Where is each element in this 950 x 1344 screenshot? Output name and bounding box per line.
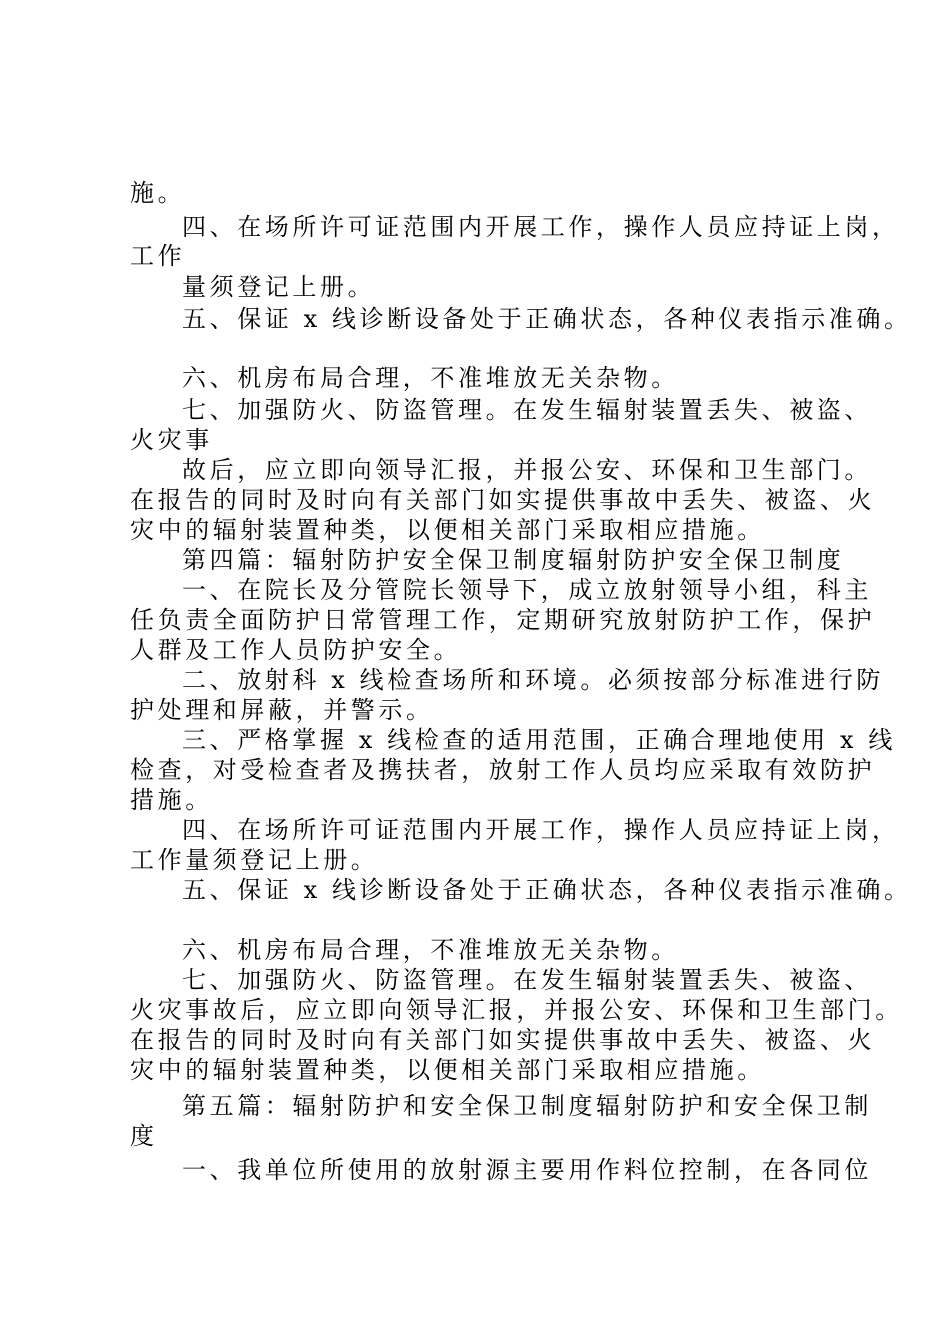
text-line-9: 故后，应立即向领导汇报，并报公安、环保和卫生部门。 (182, 456, 872, 484)
text-line-5: 五、保证 x 线诊断设备处于正确状态，各种仪表指示准确。 (182, 305, 912, 333)
section-heading-4: 第四篇：辐射防护安全保卫制度辐射防护安全保卫制度 (182, 546, 845, 574)
text-line-22: 工作量须登记上册。 (130, 846, 379, 874)
text-line-19: 检查，对受检查者及携扶者，放射工作人员均应采取有效防护 (130, 756, 876, 784)
text-line-11: 灾中的辐射装置种类，以便相关部门采取相应措施。 (130, 516, 765, 544)
text-line-17: 护处理和屏蔽，并警示。 (130, 696, 434, 724)
text-line-6: 六、机房布局合理，不准堆放无关杂物。 (182, 364, 679, 392)
text-line-21: 四、在场所许可证范围内开展工作，操作人员应持证上岗， (182, 816, 900, 844)
text-line-7: 七、加强防火、防盗管理。在发生辐射装置丢失、被盗、 (182, 396, 872, 424)
text-line-23: 五、保证 x 线诊断设备处于正确状态，各种仪表指示准确。 (182, 876, 912, 904)
text-line-18: 三、严格掌握 x 线检查的适用范围，正确合理地使用 x 线 (182, 726, 896, 754)
text-line-13: 一、在院长及分管院长领导下，成立放射领导小组，科主 (182, 576, 872, 604)
text-line-14: 任负责全面防护日常管理工作，定期研究放射防护工作，保护 (130, 606, 876, 634)
text-line-20: 措施。 (130, 786, 213, 814)
text-line-28: 灾中的辐射装置种类，以便相关部门采取相应措施。 (130, 1056, 765, 1084)
text-line-27: 在报告的同时及时向有关部门如实提供事故中丢失、被盗、火 (130, 1026, 876, 1054)
text-line-10: 在报告的同时及时向有关部门如实提供事故中丢失、被盗、火 (130, 486, 876, 514)
text-line-25: 七、加强防火、防盗管理。在发生辐射装置丢失、被盗、 (182, 966, 872, 994)
text-line-15: 人群及工作人员防护安全。 (130, 636, 462, 664)
text-line-31: 一、我单位所使用的放射源主要用作料位控制，在各同位 (182, 1156, 872, 1184)
text-line-1: 施。 (130, 179, 186, 207)
text-line-4: 量须登记上册。 (182, 273, 376, 301)
text-line-26: 火灾事故后，应立即向领导汇报，并报公安、环保和卫生部门。 (130, 996, 903, 1024)
text-line-24: 六、机房布局合理，不准堆放无关杂物。 (182, 936, 679, 964)
text-line-16: 二、放射科 x 线检查场所和环境。必须按部分标准进行防 (182, 666, 884, 694)
text-line-30: 度 (130, 1122, 158, 1150)
section-heading-5: 第五篇：辐射防护和安全保卫制度辐射防护和安全保卫制 (182, 1092, 872, 1120)
text-line-8: 火灾事 (130, 426, 213, 454)
text-line-2: 四、在场所许可证范围内开展工作，操作人员应持证上岗， (182, 213, 900, 241)
text-line-3: 工作 (130, 242, 186, 270)
